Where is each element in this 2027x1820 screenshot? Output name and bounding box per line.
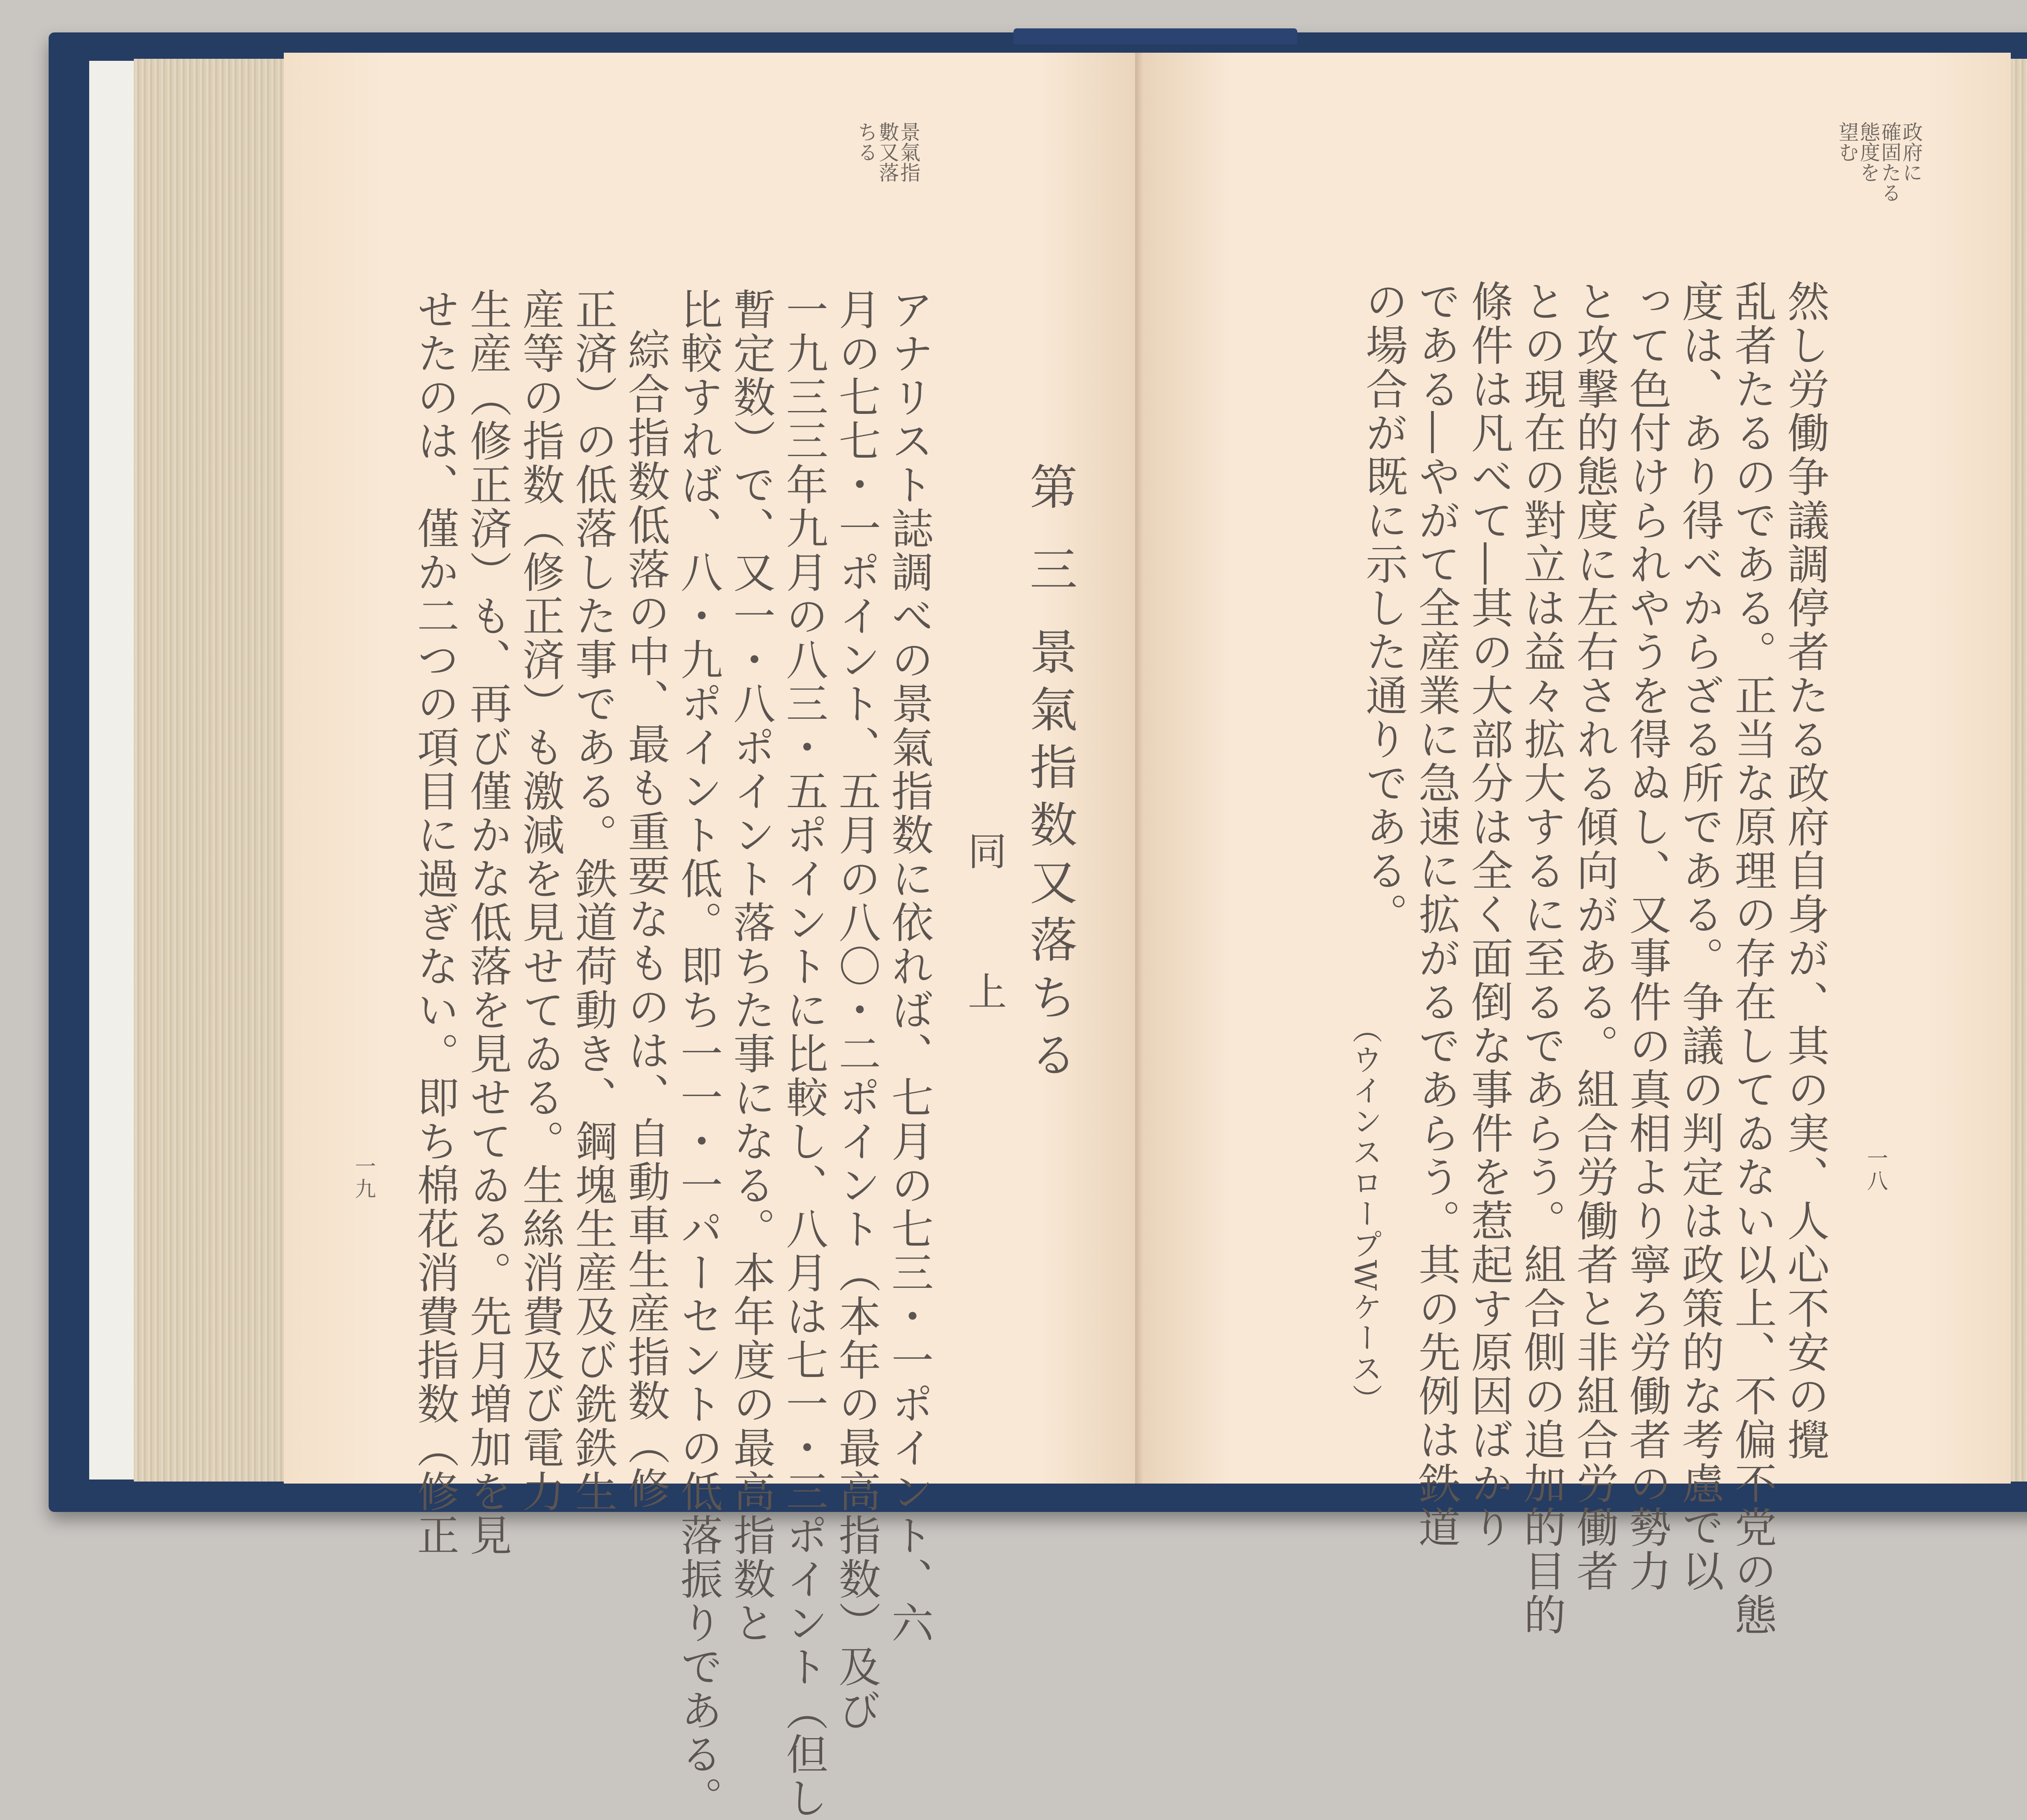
left-margin-note: [855, 122, 919, 182]
margin-note-line: ちる: [854, 122, 878, 162]
body-column: 然し労働争議調停者たる政府自身が、其の実、人心不安の攪: [1780, 280, 1830, 1462]
body-column: と攻撃的態度に左右される傾向がある。組合労働者と非組合労働者: [1569, 280, 1619, 1593]
margin-note-line: 數又落: [876, 122, 899, 182]
body-column: 一九三三年九月の八三・五ポイントに比較し、八月は七一・三ポイント（但し: [779, 288, 828, 1820]
page-number: 一九: [351, 1155, 375, 1201]
book-spine: [1014, 28, 1297, 45]
body-column: 産等の指数（修正済）も激減を見せてゐる。生絲消費及び電力: [515, 288, 565, 1514]
body-column: 暫定数）で、又一・八ポイント落ちた事になる。本年度の最高指数と: [726, 288, 776, 1645]
chapter-heading: 第 三 景氣指数又落ちる: [1022, 462, 1078, 1088]
page-number: 一八: [1863, 1147, 1888, 1193]
body-column: 生産（修正済）も、再び僅かな低落を見せてゐる。先月増加を見: [463, 288, 512, 1557]
right-margin-note: [1836, 122, 1922, 203]
body-column: 綜合指数低落の中、最も重要なものは、自動車生産指数（修: [621, 328, 670, 1510]
body-column: である―やがて全産業に急速に拡がるであらう。其の先例は鉄道: [1411, 280, 1461, 1549]
margin-note-line: 政府に: [1899, 122, 1923, 182]
body-column: 乱者たるのである。正当な原理の存在してゐない以上、不偏不党の態: [1727, 280, 1777, 1637]
body-column: アナリスト誌調べの景氣指数に依れば、七月の七三・一ポイント、六: [884, 288, 934, 1645]
source-citation: （ウインスロープWケース）: [1348, 1013, 1382, 1415]
body-column: 比較すれば、八・九ポイント低。即ち一一・一パーセントの低落振りである。: [673, 288, 723, 1820]
right-page: [1143, 53, 2011, 1637]
body-column: 正済）の低落した事である。鉄道荷動き、鋼塊生産及び銑鉄生: [568, 288, 617, 1514]
body-column: って色付けられやうを得ぬし、又事件の真相より寧ろ労働者の勢力: [1622, 280, 1671, 1593]
body-column: の場合が既に示した通りである。: [1358, 280, 1408, 936]
body-column: せたのは、僅か二つの項目に過ぎない。即ち棉花消費指数（修正: [410, 288, 459, 1557]
margin-note-line: 態度を: [1857, 122, 1880, 182]
left-page: [284, 53, 1143, 1820]
body-column: 月の七七・一ポイント、五月の八〇・二ポイント（本年の最高指数）及び: [831, 288, 881, 1732]
margin-note-line: 確固たる: [1878, 122, 1902, 203]
byline: 同 上: [962, 831, 1007, 1055]
body-column: との現在の對立は益々拡大するに至るであらう。組合側の追加的目的: [1517, 280, 1566, 1637]
body-column: 度は、あり得べからざる所である。争議の判定は政策的な考慮で以: [1675, 280, 1724, 1593]
margin-note-line: 景氣指: [897, 122, 921, 182]
left-page-edges: [134, 59, 296, 1482]
margin-note-line: 望む: [1835, 122, 1859, 162]
body-column: 條件は凡べて―其の大部分は全く面倒な事件を惹起す原因ばかり: [1464, 280, 1513, 1549]
